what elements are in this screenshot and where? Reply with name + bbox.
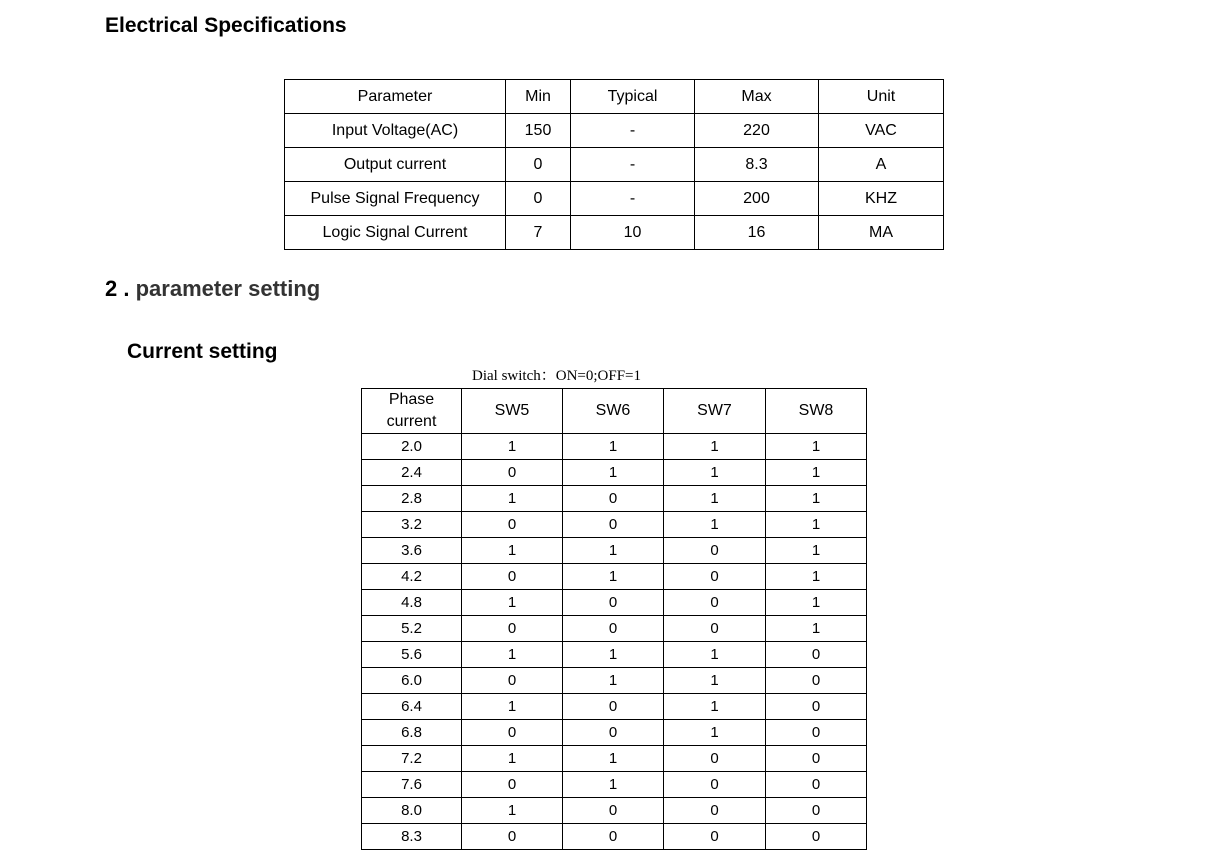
table-cell: VAC <box>819 114 944 148</box>
table-cell: 0 <box>664 538 766 564</box>
dial-header-row <box>362 389 867 434</box>
table-cell: 1 <box>766 512 867 538</box>
table-cell: 1 <box>664 720 766 746</box>
table-cell: 6.0 <box>362 668 462 694</box>
table-cell: 1 <box>563 460 664 486</box>
table-cell: Logic Signal Current <box>285 216 506 250</box>
table-cell: 0 <box>462 772 563 798</box>
dial-row <box>362 616 867 642</box>
table-cell: 1 <box>563 746 664 772</box>
spec-col-unit: Unit <box>819 80 944 114</box>
table-cell: 0 <box>766 798 867 824</box>
table-cell: 0 <box>766 668 867 694</box>
table-cell: 2.0 <box>362 434 462 460</box>
table-cell: - <box>571 114 695 148</box>
dial-row <box>362 538 867 564</box>
table-cell: 0 <box>506 148 571 182</box>
table-cell: Pulse Signal Frequency <box>285 182 506 216</box>
spec-header-row <box>285 80 944 114</box>
dial-row <box>362 668 867 694</box>
spec-row <box>285 114 944 148</box>
table-cell: 8.3 <box>695 148 819 182</box>
table-cell: 8.0 <box>362 798 462 824</box>
table-cell: 0 <box>563 720 664 746</box>
dial-switch-note: Dial switch：ON=0;OFF=1 <box>472 368 642 384</box>
spec-col-min: Min <box>506 80 571 114</box>
table-cell: 0 <box>766 642 867 668</box>
table-cell: 1 <box>766 486 867 512</box>
table-cell: 0 <box>563 486 664 512</box>
table-cell: 4.2 <box>362 564 462 590</box>
table-cell: 0 <box>563 590 664 616</box>
table-cell: 10 <box>571 216 695 250</box>
dial-row <box>362 512 867 538</box>
table-cell: 1 <box>766 434 867 460</box>
table-cell: 1 <box>563 538 664 564</box>
table-cell: 0 <box>664 616 766 642</box>
dial-row <box>362 564 867 590</box>
table-cell: 1 <box>766 590 867 616</box>
table-cell: 220 <box>695 114 819 148</box>
spec-row <box>285 182 944 216</box>
page-title: Electrical Specifications <box>105 14 347 37</box>
table-cell: 16 <box>695 216 819 250</box>
table-cell: 3.2 <box>362 512 462 538</box>
table-cell: KHZ <box>819 182 944 216</box>
table-cell: 150 <box>506 114 571 148</box>
spec-col-parameter: Parameter <box>285 80 506 114</box>
electrical-spec-table <box>284 79 944 250</box>
spec-row <box>285 216 944 250</box>
table-cell: 1 <box>664 486 766 512</box>
table-cell: 1 <box>664 642 766 668</box>
dial-row <box>362 590 867 616</box>
current-label: current <box>386 413 437 430</box>
table-cell: 0 <box>462 668 563 694</box>
table-cell: Output current <box>285 148 506 182</box>
table-cell: 1 <box>563 668 664 694</box>
dial-col-sw5: SW5 <box>462 389 563 434</box>
section-number: 2 . <box>105 276 130 301</box>
table-cell: 200 <box>695 182 819 216</box>
table-cell: 0 <box>766 824 867 850</box>
dial-row <box>362 642 867 668</box>
table-cell: 0 <box>664 746 766 772</box>
section-label: parameter setting <box>135 276 321 301</box>
table-cell: 1 <box>563 642 664 668</box>
section-heading <box>105 276 320 302</box>
dial-row <box>362 694 867 720</box>
dial-col-sw7: SW7 <box>664 389 766 434</box>
table-cell: 4.8 <box>362 590 462 616</box>
spec-col-max: Max <box>695 80 819 114</box>
table-cell: 1 <box>664 512 766 538</box>
table-cell: 0 <box>563 512 664 538</box>
table-cell: 1 <box>766 564 867 590</box>
dial-row <box>362 824 867 850</box>
dial-row <box>362 772 867 798</box>
table-cell: 0 <box>462 460 563 486</box>
table-cell: 1 <box>766 616 867 642</box>
table-cell: - <box>571 148 695 182</box>
table-cell: 0 <box>462 564 563 590</box>
table-cell: 2.8 <box>362 486 462 512</box>
dial-col-sw6: SW6 <box>563 389 664 434</box>
table-cell: 0 <box>462 824 563 850</box>
table-cell: 6.4 <box>362 694 462 720</box>
dial-row <box>362 460 867 486</box>
table-cell: 0 <box>766 772 867 798</box>
table-cell: 1 <box>462 486 563 512</box>
table-cell: 7 <box>506 216 571 250</box>
table-cell: Input Voltage(AC) <box>285 114 506 148</box>
table-cell: 1 <box>462 746 563 772</box>
dial-row <box>362 798 867 824</box>
dial-col-phase-current <box>362 389 462 434</box>
table-cell: 7.6 <box>362 772 462 798</box>
table-cell: 1 <box>664 460 766 486</box>
table-cell: 1 <box>462 798 563 824</box>
table-cell: 1 <box>664 694 766 720</box>
dial-row <box>362 434 867 460</box>
table-cell: 0 <box>766 694 867 720</box>
table-cell: 0 <box>664 564 766 590</box>
table-cell: 0 <box>563 824 664 850</box>
table-cell: 1 <box>563 772 664 798</box>
dial-row <box>362 486 867 512</box>
table-cell: 1 <box>664 668 766 694</box>
table-cell: 1 <box>462 434 563 460</box>
table-cell: 0 <box>664 824 766 850</box>
table-cell: 0 <box>766 720 867 746</box>
table-cell: 0 <box>462 512 563 538</box>
table-cell: 0 <box>664 798 766 824</box>
table-cell: 1 <box>462 642 563 668</box>
table-cell: 1 <box>462 590 563 616</box>
table-cell: 0 <box>563 694 664 720</box>
table-cell: 1 <box>664 434 766 460</box>
table-cell: 1 <box>462 538 563 564</box>
table-cell: 5.2 <box>362 616 462 642</box>
spec-col-typical: Typical <box>571 80 695 114</box>
table-cell: 0 <box>664 772 766 798</box>
table-cell: 5.6 <box>362 642 462 668</box>
table-cell: 3.6 <box>362 538 462 564</box>
table-cell: 0 <box>766 746 867 772</box>
table-cell: A <box>819 148 944 182</box>
subsection-heading: Current setting <box>127 340 278 363</box>
table-cell: 0 <box>563 798 664 824</box>
table-cell: 0 <box>664 590 766 616</box>
table-cell: 0 <box>462 616 563 642</box>
table-cell: 0 <box>462 720 563 746</box>
spec-row <box>285 148 944 182</box>
dial-row <box>362 746 867 772</box>
table-cell: - <box>571 182 695 216</box>
table-cell: 2.4 <box>362 460 462 486</box>
table-cell: 0 <box>506 182 571 216</box>
current-setting-table <box>361 388 867 850</box>
phase-label: Phase <box>388 391 435 408</box>
table-cell: 8.3 <box>362 824 462 850</box>
table-cell: 1 <box>462 694 563 720</box>
table-cell: 1 <box>766 538 867 564</box>
table-cell: 1 <box>563 434 664 460</box>
table-cell: 7.2 <box>362 746 462 772</box>
dial-col-sw8: SW8 <box>766 389 867 434</box>
table-cell: 0 <box>563 616 664 642</box>
table-cell: 6.8 <box>362 720 462 746</box>
table-cell: 1 <box>563 564 664 590</box>
table-cell: MA <box>819 216 944 250</box>
table-cell: 1 <box>766 460 867 486</box>
dial-row <box>362 720 867 746</box>
